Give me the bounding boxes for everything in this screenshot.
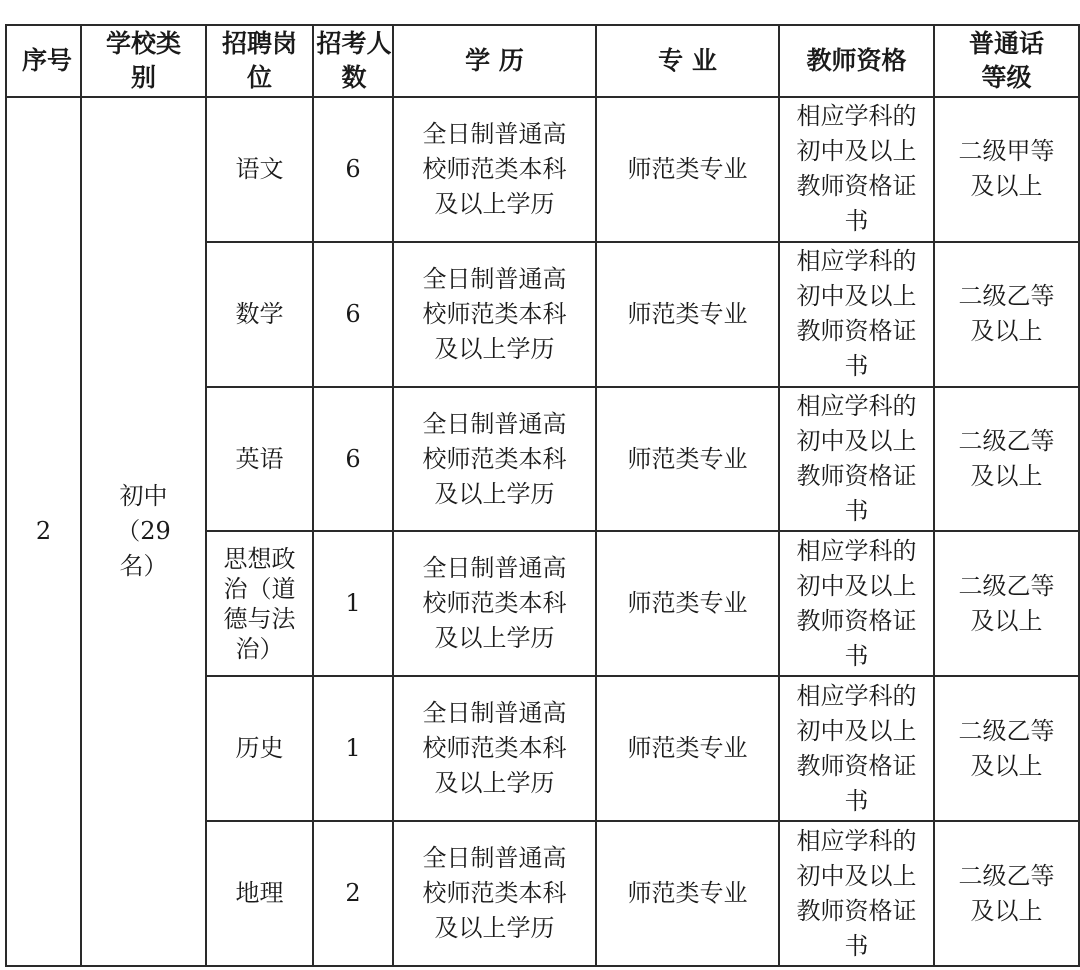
recruitment-table	[5, 24, 1080, 967]
qualification-cell: 相应学科的初中及以上教师资格证书	[779, 242, 934, 387]
post-cell: 语文	[206, 97, 313, 242]
mandarin-cell: 二级乙等及以上	[934, 821, 1079, 966]
education-cell: 全日制普通高校师范类本科及以上学历	[393, 676, 596, 821]
major-cell: 师范类专业	[596, 97, 779, 242]
header-major: 专 业	[596, 25, 779, 97]
qualification-cell: 相应学科的初中及以上教师资格证书	[779, 821, 934, 966]
mandarin-cell: 二级乙等及以上	[934, 531, 1079, 676]
header-qualification: 教师资格	[779, 25, 934, 97]
count-cell: 1	[313, 676, 393, 821]
qualification-cell: 相应学科的初中及以上教师资格证书	[779, 97, 934, 242]
mandarin-cell: 二级乙等及以上	[934, 676, 1079, 821]
qualification-cell: 相应学科的初中及以上教师资格证书	[779, 676, 934, 821]
header-count: 招考人数	[313, 25, 393, 97]
major-cell: 师范类专业	[596, 676, 779, 821]
header-seq: 序号	[6, 25, 81, 97]
education-cell: 全日制普通高校师范类本科及以上学历	[393, 97, 596, 242]
mandarin-cell: 二级乙等及以上	[934, 387, 1079, 532]
major-cell: 师范类专业	[596, 387, 779, 532]
count-cell: 6	[313, 242, 393, 387]
header-education: 学 历	[393, 25, 596, 97]
mandarin-cell: 二级乙等及以上	[934, 242, 1079, 387]
education-cell: 全日制普通高校师范类本科及以上学历	[393, 531, 596, 676]
post-cell: 数学	[206, 242, 313, 387]
table-row	[6, 97, 1079, 242]
header-post: 招聘岗位	[206, 25, 313, 97]
count-cell: 1	[313, 531, 393, 676]
post-cell: 思想政治（道德与法治）	[206, 531, 313, 676]
post-cell: 地理	[206, 821, 313, 966]
post-cell: 英语	[206, 387, 313, 532]
header-school-type: 学校类别	[81, 25, 206, 97]
school-type-cell: 初中（29名）	[81, 97, 206, 966]
education-cell: 全日制普通高校师范类本科及以上学历	[393, 242, 596, 387]
mandarin-cell: 二级甲等及以上	[934, 97, 1079, 242]
post-cell: 历史	[206, 676, 313, 821]
seq-cell: 2	[6, 97, 81, 966]
major-cell: 师范类专业	[596, 821, 779, 966]
major-cell: 师范类专业	[596, 531, 779, 676]
count-cell: 6	[313, 97, 393, 242]
major-cell: 师范类专业	[596, 242, 779, 387]
count-cell: 6	[313, 387, 393, 532]
education-cell: 全日制普通高校师范类本科及以上学历	[393, 387, 596, 532]
education-cell: 全日制普通高校师范类本科及以上学历	[393, 821, 596, 966]
count-cell: 2	[313, 821, 393, 966]
header-mandarin: 普通话等级	[934, 25, 1079, 97]
qualification-cell: 相应学科的初中及以上教师资格证书	[779, 531, 934, 676]
header-row	[6, 25, 1079, 97]
qualification-cell: 相应学科的初中及以上教师资格证书	[779, 387, 934, 532]
